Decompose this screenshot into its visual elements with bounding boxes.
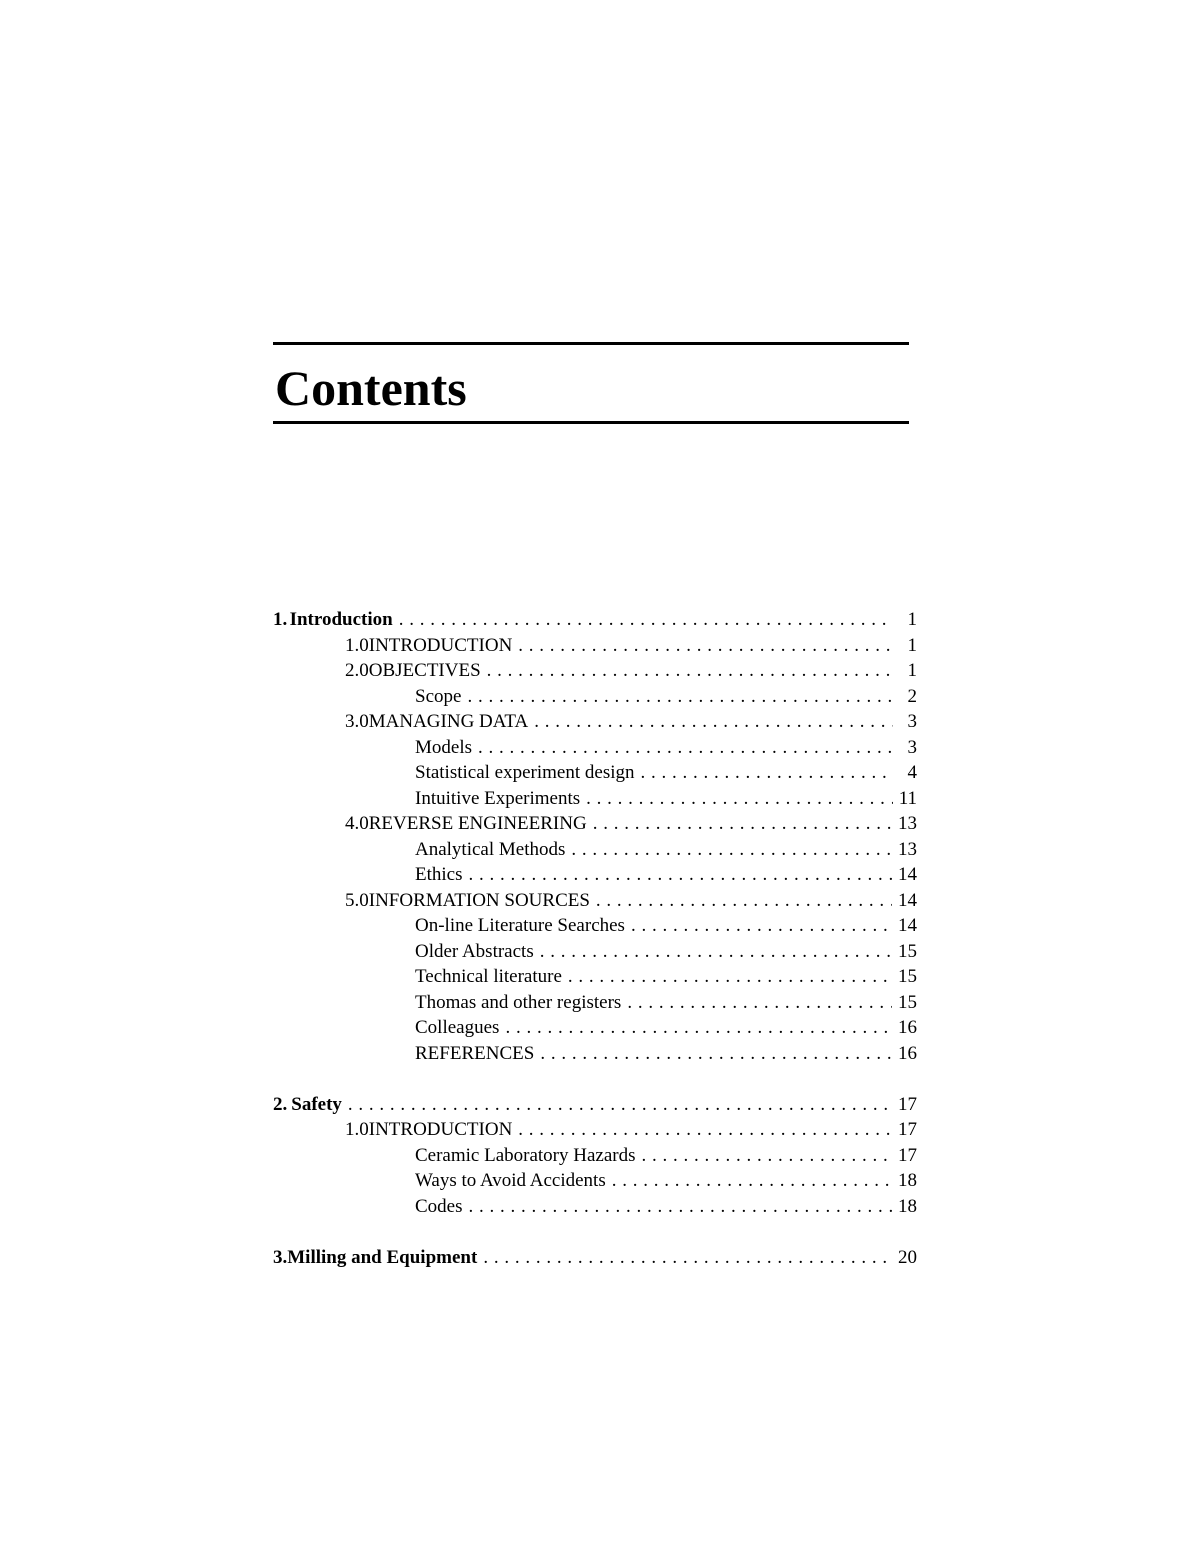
toc-entry[interactable] — [273, 811, 917, 837]
dot-leader — [540, 939, 892, 965]
toc-entry[interactable] — [273, 1041, 917, 1067]
toc-entry[interactable] — [273, 939, 917, 965]
toc-entry-label: Models — [415, 736, 472, 758]
dot-leader — [641, 760, 893, 786]
toc-entry-page-number: 2 — [907, 685, 917, 707]
toc-entry-page-number: 17 — [898, 1144, 917, 1166]
toc-entry-page-number: 16 — [898, 1042, 917, 1064]
table-of-contents — [273, 607, 917, 1270]
toc-entry[interactable] — [273, 735, 917, 761]
toc-entry-page-number: 16 — [898, 1017, 917, 1038]
dot-leader — [586, 786, 893, 812]
dot-leader — [596, 888, 892, 914]
toc-entry-label: Colleagues — [415, 1017, 500, 1038]
toc-entry-label: On-line Literature Searches — [415, 915, 625, 936]
toc-entry-label: INTRODUCTION — [368, 1119, 513, 1140]
toc-entry-number: 3. — [273, 1246, 288, 1268]
toc-entry-page-number: 14 — [898, 915, 917, 936]
toc-entry[interactable] — [273, 607, 917, 633]
toc-entry[interactable] — [273, 684, 917, 710]
toc-entry-number: 5.0 — [345, 889, 369, 911]
dot-leader — [631, 913, 892, 939]
dot-leader — [593, 811, 892, 837]
toc-entry-page-number: 13 — [898, 813, 917, 834]
toc-entry-page-number: 15 — [898, 966, 917, 987]
dot-leader — [571, 837, 892, 863]
toc-entry-label: Scope — [415, 685, 462, 707]
toc-entry[interactable] — [273, 1092, 917, 1118]
toc-entry[interactable] — [273, 837, 917, 863]
toc-entry-number: 1. — [273, 609, 288, 630]
toc-entry-label: Ethics — [415, 864, 463, 885]
toc-entry-page-number: 1 — [907, 609, 917, 630]
toc-entry-page-number: 13 — [898, 838, 917, 860]
dot-leader — [518, 1117, 892, 1143]
toc-entry-label: Thomas and other registers — [415, 991, 622, 1013]
toc-entry-page-number: 11 — [898, 787, 917, 809]
toc-entry[interactable] — [273, 964, 917, 990]
toc-entry-page-number: 14 — [898, 864, 917, 885]
toc-entry-label: Introduction — [289, 609, 393, 630]
toc-entry-number: 2.0 — [345, 660, 369, 681]
dot-leader — [348, 1092, 892, 1118]
toc-entry-label: Analytical Methods — [415, 838, 566, 860]
toc-entry-label: OBJECTIVES — [368, 660, 481, 681]
toc-entry[interactable] — [273, 888, 917, 914]
toc-entry-label: Codes — [415, 1195, 463, 1217]
dot-leader — [540, 1041, 892, 1067]
toc-entry-page-number: 15 — [898, 940, 917, 962]
toc-entry-page-number: 17 — [898, 1119, 917, 1140]
dot-leader — [518, 633, 893, 659]
toc-spacer — [273, 1066, 917, 1092]
toc-entry[interactable] — [273, 709, 917, 735]
toc-spacer — [273, 1219, 917, 1245]
toc-entry-label: Statistical experiment design — [415, 762, 635, 783]
dot-leader — [483, 1245, 892, 1271]
dot-leader — [399, 607, 893, 633]
dot-leader — [469, 862, 893, 888]
page-title: Contents — [275, 360, 467, 416]
dot-leader — [568, 964, 892, 990]
toc-entry-page-number: 4 — [907, 762, 917, 783]
toc-entry-number: 1.0 — [345, 1119, 369, 1140]
toc-entry-label: Milling and Equipment — [287, 1246, 478, 1268]
toc-entry-page-number: 1 — [907, 660, 917, 681]
toc-entry[interactable] — [273, 913, 917, 939]
toc-entry-page-number: 18 — [898, 1170, 917, 1191]
toc-entry-number: 3.0 — [345, 711, 369, 732]
toc-entry-label: INTRODUCTION — [368, 634, 513, 656]
dot-leader — [627, 990, 892, 1016]
toc-entry[interactable] — [273, 1015, 917, 1041]
toc-entry-page-number: 3 — [907, 711, 917, 732]
bottom-rule — [273, 421, 909, 424]
toc-entry-label: Older Abstracts — [415, 940, 534, 962]
toc-entry-label: INFORMATION SOURCES — [368, 889, 590, 911]
toc-entry[interactable] — [273, 633, 917, 659]
toc-entry-page-number: 1 — [907, 634, 917, 656]
toc-entry[interactable] — [273, 1245, 917, 1271]
toc-entry-label: Ceramic Laboratory Hazards — [415, 1144, 636, 1166]
toc-entry-label: Safety — [291, 1093, 342, 1115]
toc-entry[interactable] — [273, 658, 917, 684]
toc-entry[interactable] — [273, 1143, 917, 1169]
toc-entry[interactable] — [273, 1194, 917, 1220]
toc-entry-page-number: 15 — [898, 991, 917, 1013]
toc-entry-label: Ways to Avoid Accidents — [415, 1170, 606, 1191]
toc-entry-label: Intuitive Experiments — [415, 787, 581, 809]
toc-entry[interactable] — [273, 990, 917, 1016]
dot-leader — [487, 658, 893, 684]
top-rule — [273, 342, 909, 345]
toc-entry[interactable] — [273, 786, 917, 812]
toc-entry[interactable] — [273, 1117, 917, 1143]
toc-entry-page-number: 14 — [898, 889, 917, 911]
dot-leader — [642, 1143, 892, 1169]
toc-entry-number: 4.0 — [345, 813, 369, 834]
dot-leader — [469, 1194, 893, 1220]
dot-leader — [467, 684, 893, 710]
toc-entry-label: REFERENCES — [415, 1042, 535, 1064]
toc-entry-page-number: 3 — [907, 736, 917, 758]
toc-entry-number: 1.0 — [345, 634, 369, 656]
dot-leader — [612, 1168, 892, 1194]
toc-entry[interactable] — [273, 1168, 917, 1194]
dot-leader — [478, 735, 893, 761]
dot-leader — [505, 1015, 892, 1041]
toc-entry-label: REVERSE ENGINEERING — [368, 813, 587, 834]
toc-entry[interactable] — [273, 760, 917, 786]
toc-entry-label: Technical literature — [415, 966, 562, 987]
toc-entry-page-number: 20 — [898, 1246, 917, 1268]
toc-entry-page-number: 18 — [898, 1195, 917, 1217]
toc-entry-page-number: 17 — [898, 1093, 917, 1115]
toc-entry-number: 2. — [273, 1093, 288, 1115]
title-block — [273, 342, 909, 424]
toc-entry-label: MANAGING DATA — [368, 711, 529, 732]
dot-leader — [534, 709, 893, 735]
toc-entry[interactable] — [273, 862, 917, 888]
